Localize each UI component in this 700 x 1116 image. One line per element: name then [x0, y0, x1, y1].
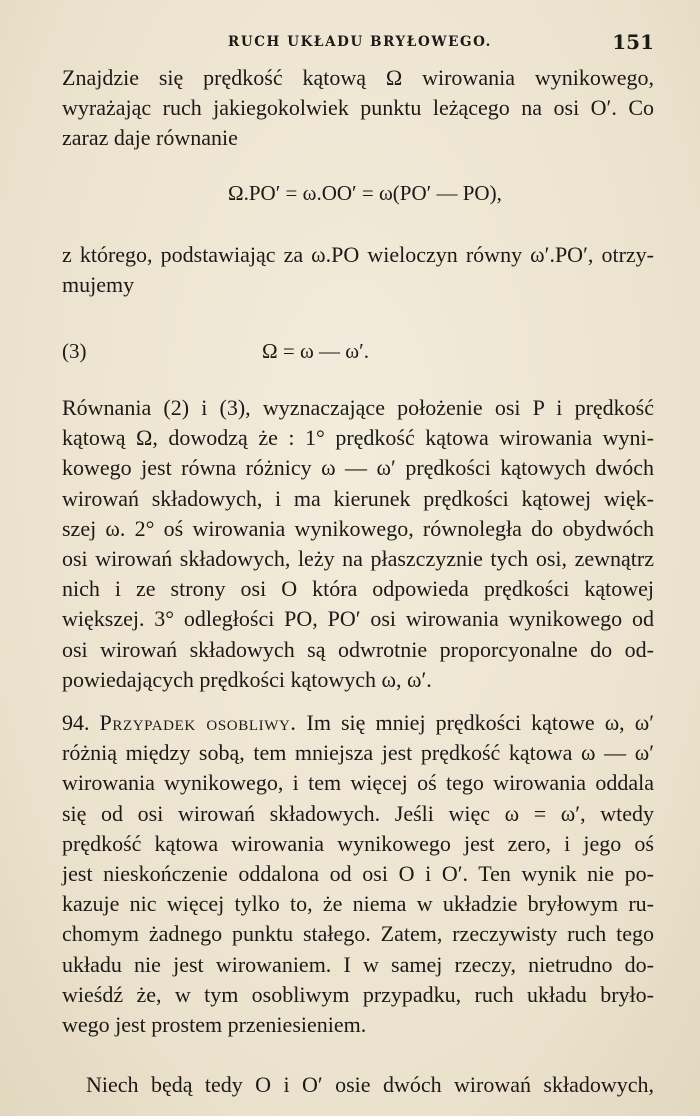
text-line: osi wirowań składowych są odwrotnie proporcyonalne do od- [62, 636, 654, 662]
text-line: wirowania wynikowego, i tem więcej oś tego wirowania oddala [62, 770, 654, 796]
paragraph-substitution [62, 240, 654, 300]
paragraph-conclusions [62, 393, 654, 695]
paragraph-final [62, 1070, 654, 1100]
text-line: kowego jest równa różnicy ω — ω′ prędkości kątowych dwóch [62, 455, 654, 481]
text-line: wieśdź że, w tym osobliwym przypadku, ruch układu bryło- [62, 981, 654, 1007]
text-line: wyrażając ruch jakiegokolwiek punktu leżącego na osi O′. Co [62, 95, 654, 121]
text-line: osi wirowań składowych, leży na płaszczyznie tych osi, zewnątrz [62, 546, 654, 572]
running-head: RUCH UKŁADU BRYŁOWEGO. [228, 34, 492, 50]
text-line: się od osi wirowań składowych. Jeśli więc ω = ω′, wtedy [62, 800, 654, 826]
text-line: kazuje nic więcej tylko to, że niema w układzie bryłowym ru- [62, 891, 654, 917]
text-line: Równania (2) i (3), wyznaczające położenie osi P i prędkość [62, 395, 654, 420]
text-line: układu nie jest wirowaniem. I w samej rzeczy, nietrudno do- [62, 951, 654, 977]
text-line: wego jest prostem przeniesieniem. [62, 1012, 367, 1038]
equation-1: Ω.PO′ = ω.OO′ = ω(PO′ — PO), [228, 181, 502, 205]
text-line: prędkość kątowa wirowania wynikowego jest zero, i jego oś [62, 830, 654, 856]
section-title: Przypadek osobliwy. [99, 710, 297, 735]
section-first-line [62, 708, 654, 738]
text-line: zaraz daje równanie [62, 125, 238, 151]
page-number: 151 [612, 30, 654, 54]
equation-2: Ω = ω — ω′. [262, 339, 369, 363]
text-line: kątową Ω, dowodzą że : 1° prędkość kątowa wirowania wyni- [62, 425, 654, 451]
page-header [62, 30, 654, 56]
text-line: większej. 3° odległości PO, PO′ osi wirowania wynikowego od [62, 606, 654, 632]
text-line: różnią między sobą, tem mniejsza jest prędkość kątowa ω — ω′ [62, 740, 654, 766]
section-number: 94. [62, 710, 90, 735]
text-line: nich i ze strony osi O która odpowieda prędkości kątowej [62, 576, 654, 602]
text-line: chomym żadnego punktu stałego. Zatem, rzeczywisty ruch tego [62, 921, 654, 947]
section-94 [62, 708, 654, 1040]
text-line: Znajdzie się prędkość kątową Ω wirowania wynikowego, [62, 65, 654, 90]
text-line: Niech będą tedy O i O′ osie dwóch wirowań składowych, [86, 1072, 654, 1097]
text-line: wirowań składowych, i ma kierunek prędkości kątowej więk- [62, 485, 654, 511]
section-first-line-text: Im się mniej prędkości kątowe ω, ω′ [306, 710, 655, 735]
equation-2-number: (3) [62, 339, 87, 363]
text-line: z którego, podstawiając za ω.PO wieloczyn równy ω′.PO′, otrzy- [62, 242, 654, 267]
paragraph-intro [62, 63, 654, 154]
text-line: mujemy [62, 272, 135, 298]
text-line: szej ω. 2° oś wirowania wynikowego, równoległa do obydwóch [62, 515, 654, 541]
text-line: powiedających prędkości kątowych ω, ω′. [62, 666, 432, 692]
text-line: jest nieskończenie oddalona od osi O i O′. Ten wynik nie po- [62, 861, 654, 887]
